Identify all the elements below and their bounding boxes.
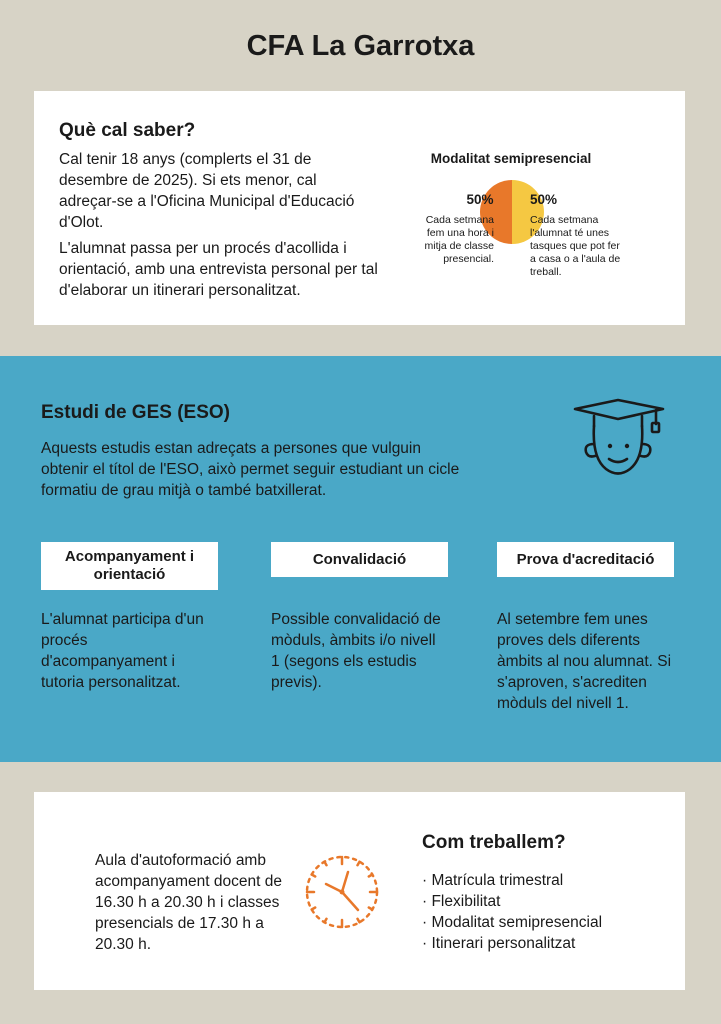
tag-acompanyament: Acompanyament i orientació <box>41 542 218 590</box>
aula-text: Aula d'autoformació amb acompanyament docent de 16.30 h a 20.30 h i classes presencials de 17.30 h a 20.30 h. <box>95 852 282 953</box>
saber-heading: Què cal saber? <box>59 120 196 141</box>
pie-value-label-2: 50% <box>530 192 558 207</box>
clock-icon <box>302 852 382 932</box>
page-title: CFA La Garrotxa <box>246 30 475 62</box>
ges-section <box>0 356 721 762</box>
pie-legend-presencial: Cada setmana fem una hora i mitja de classe presencial. <box>424 214 494 265</box>
tag-prova-acreditacio: Prova d'acreditació <box>497 542 674 577</box>
treballem-heading: Com treballem? <box>422 832 566 853</box>
list-item: · Matrícula trimestral <box>422 872 564 889</box>
ges-intro: Aquests estudis estan adreçats a persones que vulguin obtenir el títol de l'ESO, això permet seguir estudiant un cicle formatiu de grau mitjà o també batxillerat. <box>41 440 460 499</box>
acompanyament-text: L'alumnat participa d'un procés d'acompanyament i tutoria personalitzat. <box>41 611 204 691</box>
treballem-list <box>422 870 602 954</box>
treballem-card <box>34 792 685 990</box>
graduate-icon <box>570 396 670 482</box>
tag-convalidacio: Convalidació <box>271 542 448 577</box>
list-item: · Modalitat semipresencial <box>422 914 603 931</box>
ges-heading: Estudi de GES (ESO) <box>41 402 230 423</box>
list-item: · Flexibilitat <box>422 893 501 910</box>
prova-acreditacio-text: Al setembre fem unes proves dels diferents àmbits al nou alumnat. Si s'aproven, s'acrediten mòduls del nivell 1. <box>497 611 672 712</box>
info-card <box>34 91 685 325</box>
pie-legend-tasques: Cada setmana l'alumnat té unes tasques que pot fer a casa o a l'aula de treball. <box>530 214 621 278</box>
chart-title: Modalitat semipresencial <box>430 151 592 166</box>
convalidacio-text: Possible convalidació de mòduls, àmbits i/o nivell 1 (segons els estudis previs). <box>271 611 441 691</box>
list-item: · Itinerari personalitzat <box>422 935 576 952</box>
saber-paragraph-2: L'alumnat passa per un procés d'acollida i orientació, amb una entrevista personal per tal d'elaborar un itinerari personalitzat. <box>59 240 378 299</box>
saber-paragraph-1: Cal tenir 18 anys (complerts el 31 de desembre de 2025). Si ets menor, cal adreçar-se a l'Oficina Municipal d'Educació d'Olot. <box>59 151 355 231</box>
pie-value-label-1: 50% <box>466 192 494 207</box>
